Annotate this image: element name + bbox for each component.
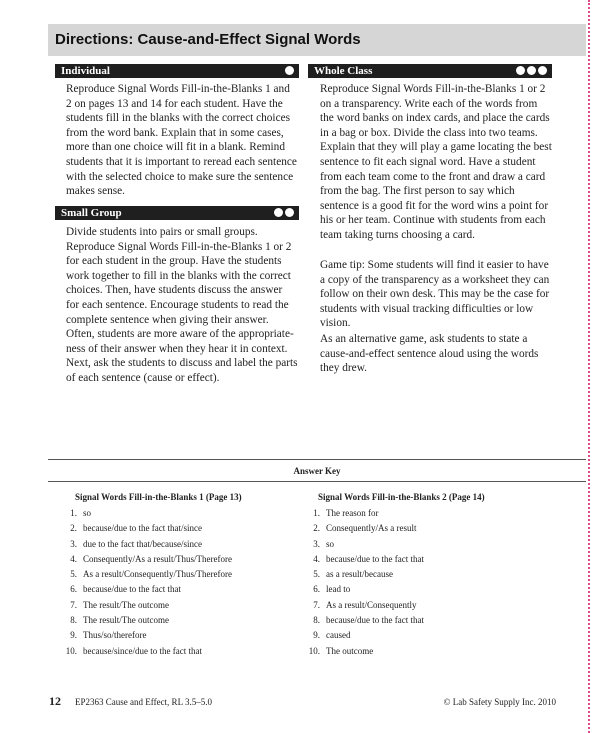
difficulty-dots — [516, 66, 547, 76]
dot-icon — [516, 66, 525, 75]
answer-text: The result/The outcome — [83, 599, 169, 610]
dot-icon — [527, 66, 536, 75]
answer-text: due to the fact that/because/since — [83, 538, 202, 549]
answer-item — [298, 567, 424, 582]
answer-key-title: Answer Key — [293, 466, 341, 476]
answer-item — [298, 613, 424, 628]
dot-icon — [274, 208, 283, 217]
answer-number: 5. — [70, 569, 77, 580]
answer-number: 8. — [70, 615, 77, 626]
difficulty-dots — [285, 66, 294, 76]
answer-number: 9. — [70, 630, 77, 641]
answer-text: caused — [326, 630, 351, 641]
small-group-text: Divide students into pairs or small groups. Reproduce Signal Words Fill-in-the-Blanks 1 or 2 for each student in the group. Have the students work together to fill in the blanks with the correct choices. Then, have students discuss the answer for each sentence. Encourage students to read the complete sentence when giving their answer. Often, students are more aware of the appropriate-ness of their answer when they hear it in context. Next, ask the students to discuss and label the parts of each sentence (cause or effect). — [66, 226, 298, 384]
answer-number: 6. — [313, 584, 320, 595]
answer-column-2-title: Signal Words Fill-in-the-Blanks 2 (Page 14) — [318, 492, 485, 502]
answer-number: 2. — [313, 523, 320, 534]
answer-item — [298, 644, 424, 659]
answer-item — [298, 628, 424, 643]
answer-text: because/due to the fact that — [326, 553, 424, 564]
answer-text: The reason for — [326, 508, 379, 518]
whole-class-paragraph-1: Reproduce Signal Words Fill-in-the-Blanks 1 or 2 on a transparency. Write each of the words from the word banks on index cards, and place the cards in a bag or box. Divide the class into two teams. Explain that they will play a game locating the best sentence to fit each signal word. Have a student from each team come to the front and draw a card from the bag. The first person to say which sentence is a good fit for the word wins a point for his or her team. Continue with students from each team taking turns choosing a card. — [320, 83, 552, 241]
answer-text: because/due to the fact that — [326, 615, 424, 626]
answer-text: because/due to the fact that — [83, 584, 181, 595]
whole-class-paragraph-2: Game tip: Some students will find it easier to have a copy of the transparency as a worksheet they can follow on their own desk. This may be the case for students with visual tracking difficulties or low vision. — [320, 259, 550, 330]
small-group-heading: Small Group — [61, 207, 122, 219]
footer-right: © Lab Safety Supply Inc. 2010 — [443, 697, 556, 707]
footer-left: EP2363 Cause and Effect, RL 3.5–5.0 — [75, 697, 212, 707]
answer-item — [298, 552, 424, 567]
answer-number: 8. — [313, 615, 320, 626]
answer-text: The result/The outcome — [83, 615, 169, 626]
difficulty-dots — [274, 208, 294, 218]
answer-number: 10. — [65, 645, 77, 656]
whole-class-heading: Whole Class — [314, 65, 373, 77]
answer-text: because/due to the fact that/since — [83, 523, 202, 534]
answer-item — [55, 506, 232, 521]
answer-list-2 — [298, 506, 424, 659]
answer-number: 7. — [70, 599, 77, 610]
answer-text: so — [83, 508, 92, 518]
answer-item — [55, 644, 232, 659]
answer-item — [298, 598, 424, 613]
page-number: 12 — [49, 694, 61, 708]
answer-key-rule-bottom — [48, 481, 586, 482]
answer-number: 4. — [313, 553, 320, 564]
answer-item — [55, 628, 232, 643]
answer-number: 7. — [313, 599, 320, 610]
answer-text: lead to — [326, 584, 351, 595]
answer-text: as a result/because — [326, 569, 393, 580]
answer-item — [298, 582, 424, 597]
small-group-header — [55, 206, 299, 220]
answer-item — [55, 567, 232, 582]
answer-column-1-title: Signal Words Fill-in-the-Blanks 1 (Page 13) — [75, 492, 242, 502]
answer-item — [298, 537, 424, 552]
answer-number: 6. — [70, 584, 77, 595]
whole-class-paragraph-3: As an alternative game, ask students to state a cause-and-effect sentence aloud using the words they drew. — [320, 333, 539, 375]
answer-item — [298, 521, 424, 536]
individual-heading: Individual — [61, 65, 110, 77]
dot-icon — [285, 208, 294, 217]
answer-text: As a result/Consequently — [326, 599, 417, 610]
answer-item — [298, 506, 424, 521]
answer-number: 10. — [308, 645, 320, 656]
answer-text: The outcome — [326, 645, 374, 656]
individual-text: Reproduce Signal Words Fill-in-the-Blanks 1 and 2 on pages 13 and 14 for each student. Have the students fill in the blanks with the correct choices from the word bank. Explain that in some cases, more than one choice will fit in a blank. Remind students that it is important to reread each sentence with the selected choice to make sure the sentence makes sense. — [66, 83, 297, 198]
answer-list-1 — [55, 506, 232, 659]
trim-line — [588, 0, 590, 733]
answer-number: 1. — [313, 508, 320, 518]
answer-number: 3. — [313, 538, 320, 549]
dot-icon — [285, 66, 294, 75]
page-title: Directions: Cause-and-Effect Signal Words — [55, 31, 361, 48]
answer-key-rule-top — [48, 459, 586, 460]
answer-item — [55, 552, 232, 567]
answer-number: 9. — [313, 630, 320, 641]
answer-number: 2. — [70, 523, 77, 534]
answer-text: because/since/due to the fact that — [83, 645, 202, 656]
answer-number: 5. — [313, 569, 320, 580]
answer-number: 3. — [70, 538, 77, 549]
answer-item — [55, 598, 232, 613]
answer-text: Consequently/As a result — [326, 523, 417, 534]
answer-number: 1. — [70, 508, 77, 518]
answer-number: 4. — [70, 553, 77, 564]
whole-class-header — [308, 64, 552, 78]
dot-icon — [538, 66, 547, 75]
answer-item — [55, 613, 232, 628]
answer-item — [55, 521, 232, 536]
answer-item — [55, 537, 232, 552]
answer-text: Thus/so/therefore — [83, 630, 147, 641]
answer-text: so — [326, 538, 335, 549]
answer-item — [55, 582, 232, 597]
answer-text: Consequently/As a result/Thus/Therefore — [83, 553, 232, 564]
individual-header — [55, 64, 299, 78]
answer-text: As a result/Consequently/Thus/Therefore — [83, 569, 232, 580]
